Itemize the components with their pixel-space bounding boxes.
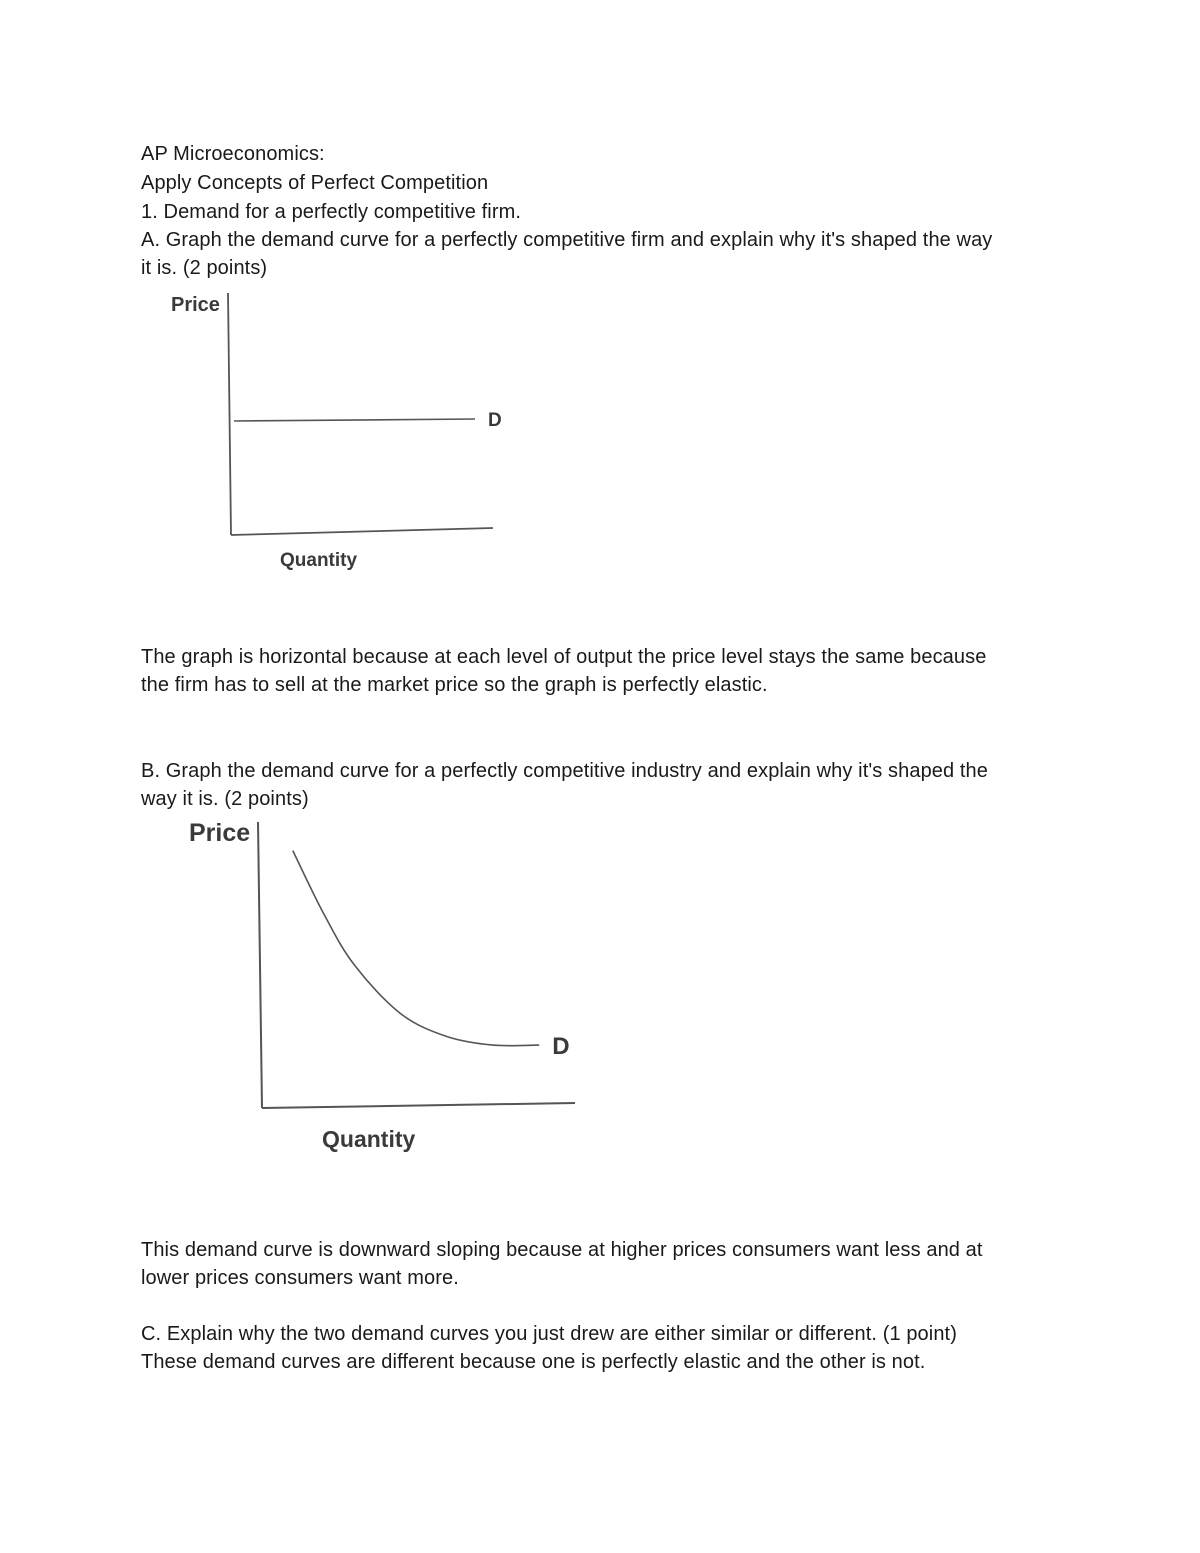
demand-curve-label: D <box>488 410 502 431</box>
demand-curve-line <box>293 851 539 1046</box>
y-axis-label: Price <box>171 294 220 316</box>
part-c-answer: These demand curves are different because one is perfectly elastic and the other is not. <box>141 1351 926 1373</box>
x-axis-label: Quantity <box>280 550 358 571</box>
part-a-prompt-line-1: A. Graph the demand curve for a perfectly competitive firm and explain why it's shaped the way <box>141 229 993 251</box>
part-b-answer-line-1: This demand curve is downward sloping because at higher prices consumers want less and at <box>141 1239 983 1261</box>
x-axis-label: Quantity <box>322 1126 416 1152</box>
demand-curve-label: D <box>552 1033 570 1061</box>
part-b-prompt-line-1: B. Graph the demand curve for a perfectly competitive industry and explain why it's shaped the <box>141 760 988 782</box>
part-b-prompt-line-2: way it is. (2 points) <box>141 788 309 810</box>
part-c-prompt: C. Explain why the two demand curves you just drew are either similar or different. (1 point) <box>141 1323 957 1345</box>
unit-title: Apply Concepts of Perfect Competition <box>141 172 489 194</box>
part-b-answer-line-2: lower prices consumers want more. <box>141 1267 459 1289</box>
part-a-answer-line-2: the firm has to sell at the market price so the graph is perfectly elastic. <box>141 674 768 696</box>
course-title: AP Microeconomics: <box>141 143 325 165</box>
x-axis <box>262 1103 575 1108</box>
y-axis-label: Price <box>189 819 251 847</box>
y-axis <box>258 822 262 1108</box>
part-a-prompt-line-2: it is. (2 points) <box>141 257 268 279</box>
x-axis <box>231 528 493 535</box>
part-a-answer-line-1: The graph is horizontal because at each level of output the price level stays the same because <box>141 646 987 668</box>
question-1-heading: 1. Demand for a perfectly competitive firm. <box>141 201 521 223</box>
industry-demand-graph <box>180 812 600 1162</box>
y-axis <box>228 293 231 535</box>
firm-demand-graph <box>160 285 520 585</box>
demand-curve-line <box>234 419 475 421</box>
